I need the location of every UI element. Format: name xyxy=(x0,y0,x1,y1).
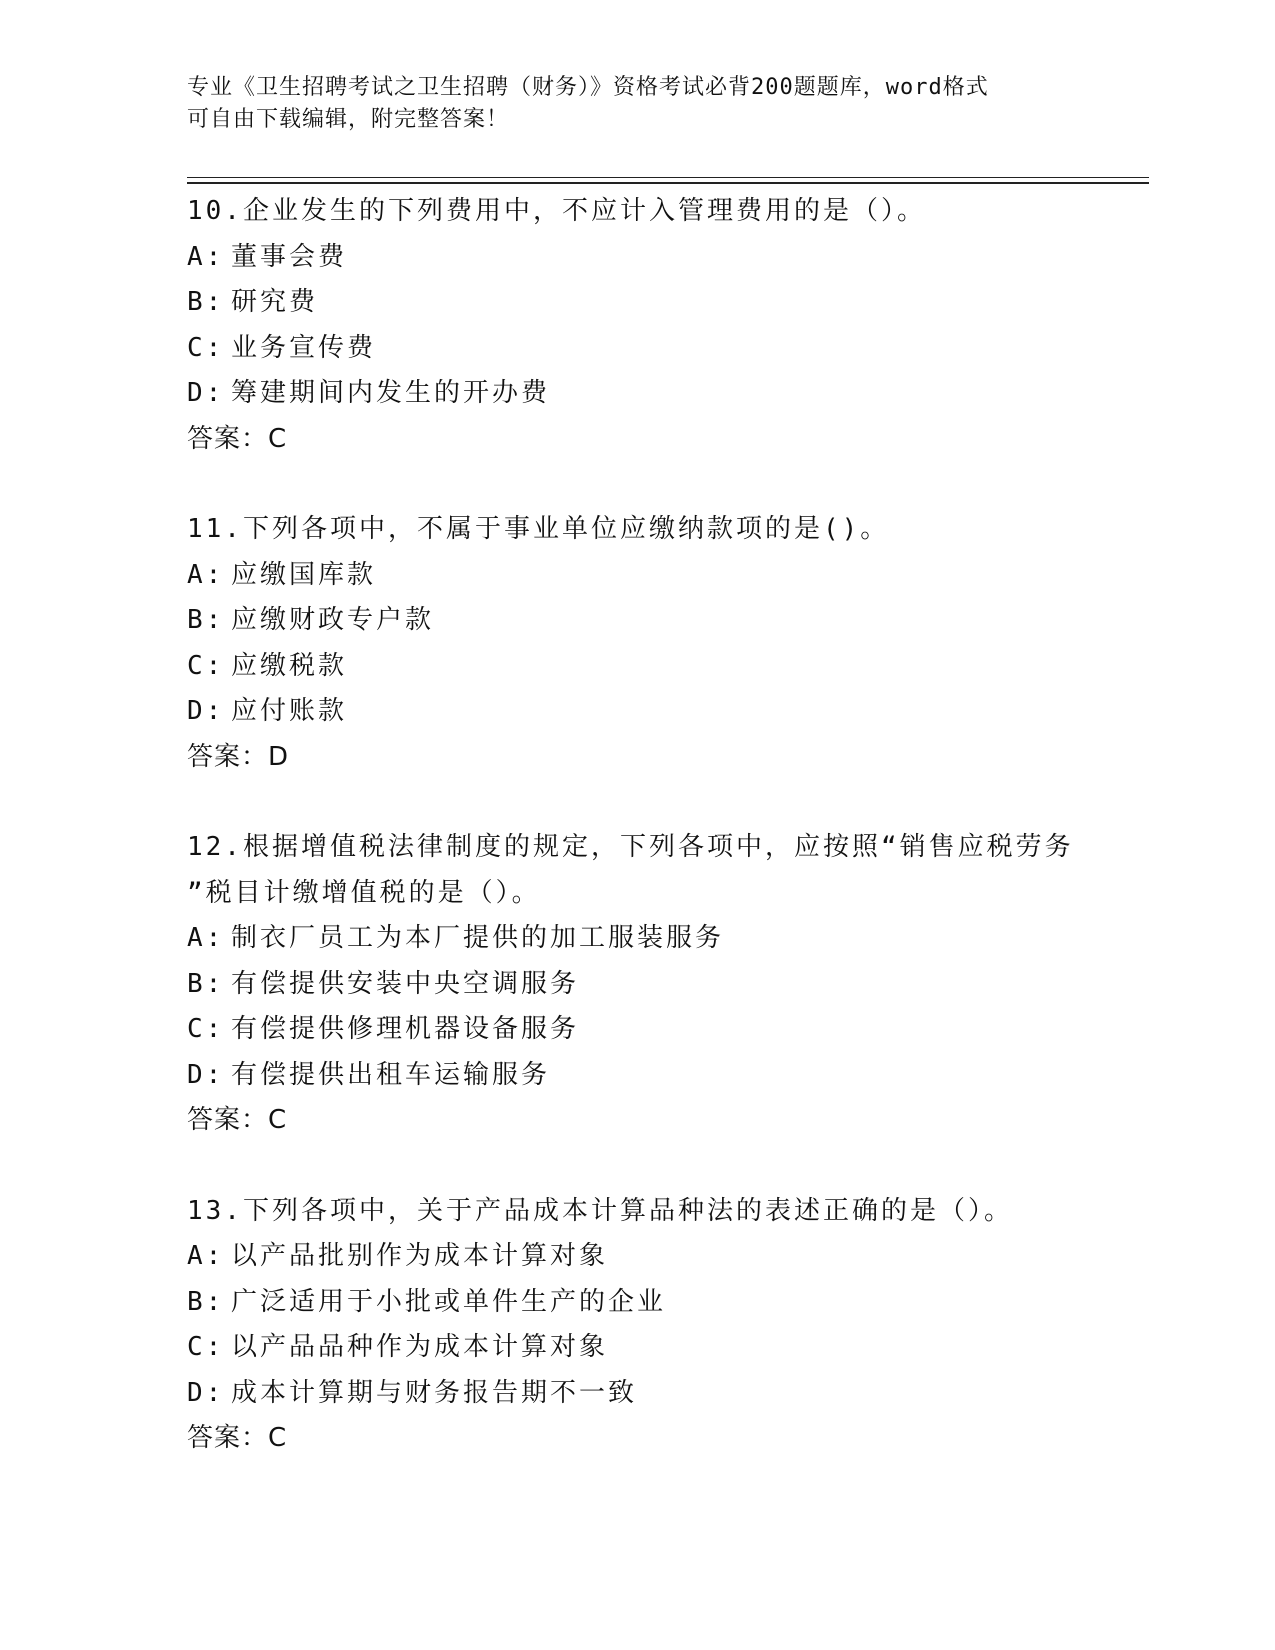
answer-option xyxy=(187,1280,1087,1326)
option-key: C: xyxy=(187,332,225,363)
answer-option xyxy=(187,1234,1087,1280)
answer-option xyxy=(187,598,1087,644)
option-key: D: xyxy=(187,378,225,408)
option-text: 应缴国库款 xyxy=(231,559,377,590)
answer-line: 答案：D xyxy=(187,741,290,772)
option-key: D: xyxy=(187,1059,225,1090)
header-title-line-1: 专业《卫生招聘考试之卫生招聘（财务）》资格考试必背200题题库，word格式 xyxy=(187,75,989,100)
header-divider-thin xyxy=(187,177,1149,178)
option-text: 应付账款 xyxy=(231,696,348,726)
question-block xyxy=(187,507,1087,780)
answer-option xyxy=(187,280,1087,326)
answer-line: 答案：C xyxy=(187,1423,288,1453)
answer-option xyxy=(187,235,1087,281)
answer-option xyxy=(187,1007,1087,1053)
answer-option xyxy=(187,326,1087,372)
question-text: 13.下列各项中，关于产品成本计算品种法的表述正确的是（）。 xyxy=(187,1195,1013,1226)
option-text: 以产品品种作为成本计算对象 xyxy=(231,1332,609,1362)
option-text: 筹建期间内发生的开办费 xyxy=(231,378,551,408)
option-key: B: xyxy=(187,287,225,317)
option-text: 制衣厂员工为本厂提供的加工服装服务 xyxy=(231,923,725,953)
question-text: 11.下列各项中，不属于事业单位应缴纳款项的是()。 xyxy=(187,514,890,544)
option-text: 应缴财政专户款 xyxy=(231,605,435,635)
option-text: 成本计算期与财务报告期不一致 xyxy=(231,1377,638,1408)
option-key: D: xyxy=(187,696,225,726)
document-header xyxy=(187,72,1087,136)
question-text: 10.企业发生的下列费用中，不应计入管理费用的是（）。 xyxy=(187,196,926,226)
option-key: C: xyxy=(187,1332,225,1362)
answer-option xyxy=(187,689,1087,735)
option-key: A: xyxy=(187,923,225,953)
question-list xyxy=(187,189,1087,1507)
question-block xyxy=(187,189,1087,462)
answer-option xyxy=(187,1371,1087,1417)
option-key: B: xyxy=(187,605,225,635)
option-key: A: xyxy=(187,1241,225,1271)
question-block xyxy=(187,1189,1087,1462)
answer-line: 答案：C xyxy=(187,1105,288,1135)
option-key: B: xyxy=(187,968,225,999)
option-key: C: xyxy=(187,650,225,681)
header-divider-thick xyxy=(187,182,1149,184)
option-key: B: xyxy=(187,1286,225,1317)
option-text: 以产品批别作为成本计算对象 xyxy=(231,1241,609,1271)
option-text: 广泛适用于小批或单件生产的企业 xyxy=(231,1286,667,1317)
header-title-line-2: 可自由下载编辑，附完整答案！ xyxy=(187,107,510,132)
option-key: A: xyxy=(187,559,225,590)
option-key: D: xyxy=(187,1377,225,1408)
option-key: A: xyxy=(187,241,225,272)
answer-option xyxy=(187,553,1087,599)
answer-option xyxy=(187,644,1087,690)
question-text: 12.根据增值税法律制度的规定，下列各项中，应按照“销售应税劳务 xyxy=(187,832,1074,862)
question-block xyxy=(187,825,1087,1144)
answer-line: 答案：C xyxy=(187,423,288,454)
option-key: C: xyxy=(187,1014,225,1044)
option-text: 应缴税款 xyxy=(231,650,348,681)
option-text: 有偿提供修理机器设备服务 xyxy=(231,1014,580,1044)
option-text: 研究费 xyxy=(231,287,319,317)
answer-option xyxy=(187,962,1087,1008)
option-text: 董事会费 xyxy=(231,241,348,272)
question-text: ”税目计缴增值税的是（）。 xyxy=(187,877,541,908)
option-text: 有偿提供出租车运输服务 xyxy=(231,1059,551,1090)
option-text: 业务宣传费 xyxy=(231,332,377,363)
option-text: 有偿提供安装中央空调服务 xyxy=(231,968,580,999)
answer-option xyxy=(187,371,1087,417)
answer-option xyxy=(187,1325,1087,1371)
answer-option xyxy=(187,916,1087,962)
answer-option xyxy=(187,1053,1087,1099)
